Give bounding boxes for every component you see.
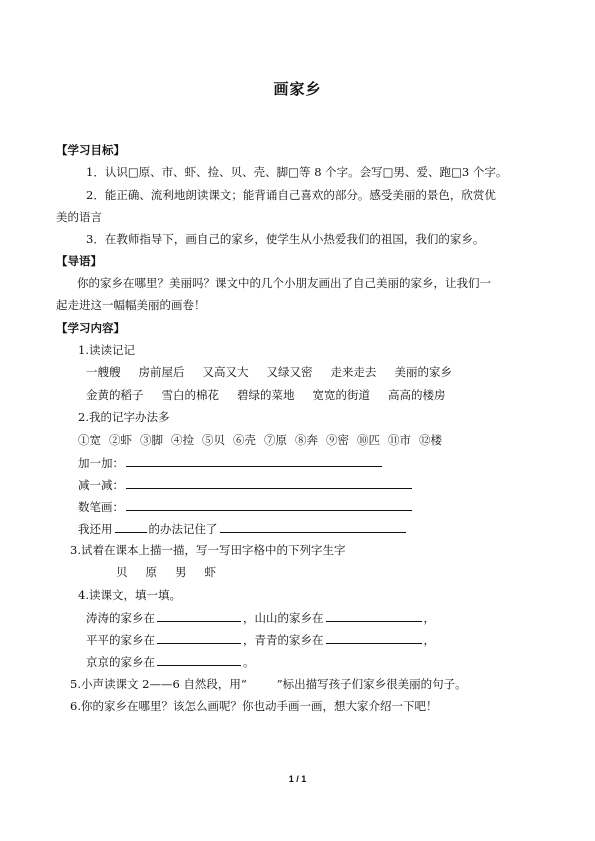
add-label: 加一加： (78, 456, 124, 470)
method-chars-blank[interactable] (220, 521, 406, 533)
char-item: ③脚 (140, 433, 163, 447)
method-blank[interactable] (115, 521, 147, 533)
practice-char: 原 (145, 565, 157, 579)
word: 美丽的家乡 (394, 365, 452, 379)
item-6: 6.你的家乡在哪里？该怎么画呢？你也动手画一画，想大家介绍一下吧！ (70, 699, 438, 713)
stroke-row (78, 499, 414, 514)
fill-blank[interactable] (326, 610, 422, 622)
char-item: ⑫楼 (419, 433, 442, 447)
word: 高高的楼房 (388, 388, 446, 402)
method-row (78, 521, 408, 536)
fill-row-2 (86, 632, 435, 647)
fill-blank[interactable] (157, 632, 241, 644)
content-heading: 【学习内容】 (56, 321, 125, 335)
fill-row-1 (86, 610, 435, 625)
word: 雪白的棉花 (161, 388, 219, 402)
stroke-label: 数笔画： (78, 500, 124, 514)
word: 宽宽的街道 (312, 388, 370, 402)
word: 一艘艘 (86, 365, 121, 379)
char-list (78, 433, 450, 447)
item-2-title: 2.我的记字办法多 (78, 410, 170, 424)
fill-punct: ， (423, 611, 435, 625)
fill-label: 涛涛的家乡在 (86, 611, 155, 625)
goal-2-line-2: 美的语言 (56, 210, 102, 224)
method-post: 的办法记住了 (148, 522, 218, 536)
fill-row-3 (86, 654, 255, 669)
practice-char: 贝 (116, 565, 128, 579)
word: 金黄的稻子 (86, 388, 144, 402)
char-item: ⑦原 (264, 433, 287, 447)
goals-heading: 【学习目标】 (56, 143, 125, 157)
fill-label: ，青青的家乡在 (243, 633, 324, 647)
fill-blank[interactable] (326, 632, 422, 644)
char-item: ②虾 (109, 433, 132, 447)
word: 又高又大 (202, 365, 249, 379)
char-item: ⑪市 (388, 433, 411, 447)
item-4-title: 4.读课文，填一填。 (78, 588, 181, 602)
item-1-title: 1.读读记记 (78, 343, 135, 357)
add-row (78, 455, 384, 470)
fill-punct: 。 (243, 655, 255, 669)
fill-blank[interactable] (157, 654, 241, 666)
fill-label: 平平的家乡在 (86, 633, 155, 647)
fill-punct: ， (423, 633, 435, 647)
item-5-pre: 5.小声读课文 2——6 自然段，用“ (70, 677, 247, 691)
item-3-chars (116, 565, 234, 579)
char-item: ⑨密 (326, 433, 349, 447)
words-row-2 (86, 388, 464, 402)
fill-label: 京京的家乡在 (86, 655, 155, 669)
char-item: ⑩匹 (357, 433, 380, 447)
page-title: 画家乡 (273, 80, 322, 98)
method-pre: 我还用 (78, 522, 113, 536)
char-item: ⑤贝 (202, 433, 225, 447)
subtract-blank[interactable] (126, 477, 412, 489)
item-3-title: 3.试着在课本上描一描，写一写田字格中的下列字生字 (70, 543, 346, 557)
subtract-row (78, 477, 414, 492)
fill-blank[interactable] (157, 610, 241, 622)
fill-label: ，山山的家乡在 (243, 611, 324, 625)
word: 碧绿的菜地 (237, 388, 295, 402)
intro-heading: 【导语】 (56, 254, 102, 268)
goal-3: 3．在教师指导下，画自己的家乡，使学生从小热爱我们的祖国，我们的家乡。 (86, 232, 485, 246)
subtract-label: 减一减： (78, 478, 124, 492)
practice-char: 男 (175, 565, 187, 579)
char-item: ①宽 (78, 433, 101, 447)
goal-2-line-1: 2．能正确、流利地朗读课文；能背诵自己喜欢的部分。感受美丽的景色，欣赏优 (86, 188, 496, 202)
word: 走来走去 (330, 365, 377, 379)
add-blank[interactable] (126, 455, 382, 467)
char-item: ⑥壳 (233, 433, 256, 447)
word: 房前屋后 (138, 365, 185, 379)
char-item: ④捡 (171, 433, 194, 447)
intro-line-2: 起走进这一幅幅美丽的画卷！ (56, 298, 206, 312)
goal-1: 1．认识□原、市、虾、捡、贝、壳、脚□等 8 个字。会写□男、爱、跑□3 个字。 (86, 165, 508, 179)
char-item: ⑧奔 (295, 433, 318, 447)
intro-line-1: 你的家乡在哪里？美丽吗？课文中的几个小朋友画出了自己美丽的家乡，让我们一 (77, 276, 491, 290)
page-number: 1 / 1 (288, 774, 307, 784)
words-row-1 (86, 365, 470, 379)
practice-char: 虾 (204, 565, 216, 579)
stroke-blank[interactable] (126, 499, 412, 511)
item-5-post: ”标出描写孩子们家乡很美丽的句子。 (276, 677, 467, 691)
word: 又绿又密 (266, 365, 313, 379)
item-5 (70, 677, 467, 691)
